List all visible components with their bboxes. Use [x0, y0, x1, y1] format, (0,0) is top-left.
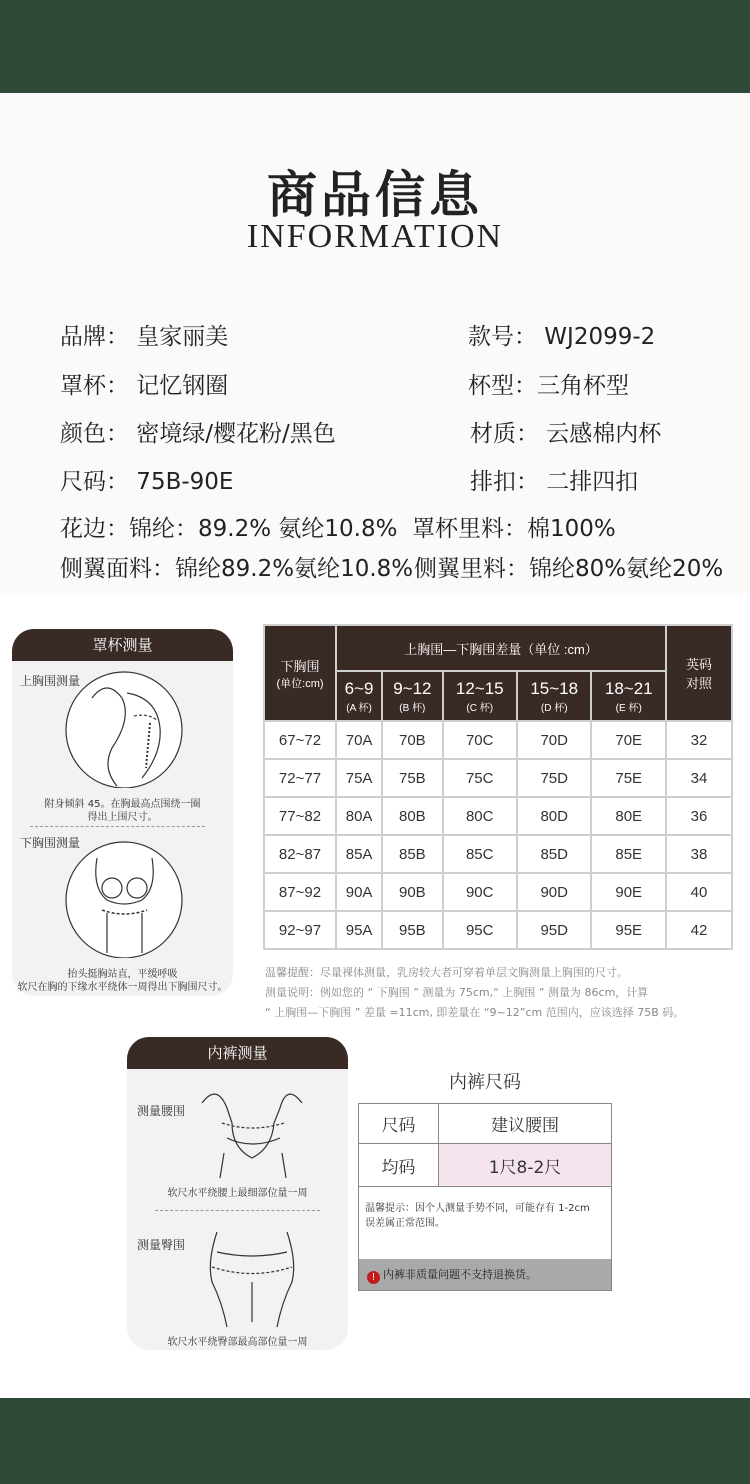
cell-uk: 38 — [666, 835, 732, 873]
cell-c: 70C — [443, 721, 517, 759]
cup-b-range: 9~12 — [393, 678, 432, 698]
attr-cup: 罩杯： 记忆钢圈 — [60, 373, 229, 399]
cell-e: 80E — [591, 797, 666, 835]
cup-col-c — [443, 671, 517, 721]
top-green-band — [0, 0, 750, 93]
attr-lace: 花边：锦纶：89.2% 氨纶10.8% — [60, 516, 398, 542]
attr-brand: 品牌： 皇家丽美 — [60, 324, 229, 350]
table-row — [264, 797, 732, 835]
cell-c: 85C — [443, 835, 517, 873]
attr-size: 尺码： 75B-90E — [60, 469, 234, 495]
table-row — [264, 759, 732, 797]
cup-d-range: 15~18 — [530, 678, 579, 698]
attr-clasp: 排扣： 二排四扣 — [470, 469, 639, 495]
note-line-2: 测量说明：例如您的 “ 下胸围 ” 测量为 75cm,“ 上胸围 ” 测量为 86cm，计算 — [265, 986, 649, 999]
cell-b: 85B — [382, 835, 442, 873]
cell-d: 75D — [517, 759, 591, 797]
cup-card-title: 罩杯测量 — [12, 629, 233, 661]
cell-under: 87~92 — [264, 873, 336, 911]
cell-d: 85D — [517, 835, 591, 873]
note-line-3: “ 上胸围—下胸围 ” 差量 =11cm, 即差量在 “9~12”cm 范围内，应该选择 75B 码。 — [265, 1006, 685, 1019]
pants-waist-value: 1尺8-2尺 — [439, 1144, 612, 1187]
cell-d: 90D — [517, 873, 591, 911]
pants-size-value: 均码 — [359, 1144, 439, 1187]
cell-e: 85E — [591, 835, 666, 873]
warning-icon: ! — [367, 1271, 380, 1284]
cup-a-label: (A 杯) — [346, 702, 372, 714]
bra-size-table — [263, 624, 733, 950]
cell-e: 95E — [591, 911, 666, 949]
pants-card-title: 内裤测量 — [127, 1037, 348, 1069]
cell-b: 70B — [382, 721, 442, 759]
waist-illustration — [192, 1078, 312, 1178]
cell-uk: 42 — [666, 911, 732, 949]
under-bust-illustration — [62, 838, 187, 958]
cup-a-range: 6~9 — [344, 678, 374, 698]
col-uk-label: 英码 — [685, 657, 712, 672]
under-bust-label: 下胸围测量 — [20, 836, 81, 850]
table-row — [264, 911, 732, 949]
attr-model: 款号： WJ2099-2 — [468, 324, 656, 350]
cup-b-label: (B 杯) — [399, 702, 426, 714]
cell-e: 70E — [591, 721, 666, 759]
pants-warning — [359, 1259, 611, 1290]
col-under-bust-label: 下胸围 — [280, 658, 320, 674]
cell-b: 95B — [382, 911, 442, 949]
cell-e: 75E — [591, 759, 666, 797]
col-uk — [666, 625, 732, 721]
cell-b: 90B — [382, 873, 442, 911]
attr-wing-lining: 侧翼里料：锦纶80%氨纶20% — [414, 556, 724, 582]
cup-c-label: (C 杯) — [466, 702, 494, 714]
pants-warning-text: 内裤非质量问题不支持退换货。 — [383, 1268, 537, 1281]
cell-a: 85A — [336, 835, 382, 873]
hip-illustration — [192, 1222, 312, 1327]
cell-a: 80A — [336, 797, 382, 835]
hip-label: 测量臀围 — [137, 1238, 186, 1252]
cell-c: 75C — [443, 759, 517, 797]
pants-size-table — [358, 1103, 612, 1187]
cell-d: 80D — [517, 797, 591, 835]
pants-tip — [365, 1201, 590, 1231]
cell-d: 95D — [517, 911, 591, 949]
waist-label: 测量腰围 — [137, 1104, 186, 1118]
cup-card-divider — [30, 826, 205, 827]
cell-under: 92~97 — [264, 911, 336, 949]
table-row — [264, 835, 732, 873]
cell-c: 95C — [443, 911, 517, 949]
page-title: 商品信息 — [267, 165, 483, 224]
col-uk-label-2: 对照 — [685, 676, 712, 691]
hip-desc: 软尺水平绕臀部最高部位量一周 — [167, 1337, 308, 1348]
attr-color: 颜色： 密境绿/樱花粉/黑色 — [60, 421, 336, 447]
cell-a: 95A — [336, 911, 382, 949]
cell-under: 67~72 — [264, 721, 336, 759]
upper-bust-desc-1: 附身倾斜 45。在胸最高点围绕一圈 — [44, 799, 201, 810]
cell-b: 75B — [382, 759, 442, 797]
cell-under: 77~82 — [264, 797, 336, 835]
cup-e-range: 18~21 — [604, 678, 653, 698]
table-row — [264, 721, 732, 759]
cell-a: 70A — [336, 721, 382, 759]
cell-c: 90C — [443, 873, 517, 911]
attr-cup-shape: 杯型：三角杯型 — [468, 373, 629, 399]
col-diff-header: 上胸围—下胸围差量（单位 :cm） — [336, 625, 666, 671]
pants-col-waist: 建议腰围 — [439, 1104, 612, 1144]
pants-size-title: 内裤尺码 — [449, 1072, 521, 1093]
cell-b: 80B — [382, 797, 442, 835]
cup-c-range: 12~15 — [455, 678, 504, 698]
cup-e-label: (E 杯) — [615, 702, 642, 714]
pants-col-size: 尺码 — [359, 1104, 439, 1144]
attr-wing-fabric: 侧翼面料：锦纶89.2%氨纶10.8% — [60, 556, 414, 582]
col-under-bust-unit: (单位:cm) — [276, 677, 324, 690]
cup-col-e — [591, 671, 666, 721]
pants-tip-line-1: 温馨提示：因个人测量手势不同，可能存有 1-2cm — [365, 1203, 590, 1214]
cell-d: 70D — [517, 721, 591, 759]
pants-tip-line-2: 误差属正常范围。 — [365, 1218, 445, 1229]
cell-a: 75A — [336, 759, 382, 797]
cell-uk: 40 — [666, 873, 732, 911]
cell-under: 82~87 — [264, 835, 336, 873]
col-under-bust — [264, 625, 336, 721]
cell-uk: 32 — [666, 721, 732, 759]
pants-card-divider — [155, 1210, 320, 1211]
upper-bust-desc-2: 得出上围尺寸。 — [87, 812, 158, 823]
under-bust-desc-1: 抬头挺胸站直，平缓呼吸 — [67, 969, 178, 980]
upper-bust-label: 上胸围测量 — [20, 674, 81, 688]
cup-col-b — [382, 671, 442, 721]
bottom-green-band — [0, 1398, 750, 1484]
note-line-1: 温馨提醒：尽量裸体测量，乳房较大者可穿着单层文胸测量上胸围的尺寸。 — [265, 966, 628, 979]
cell-uk: 34 — [666, 759, 732, 797]
upper-bust-illustration — [62, 668, 187, 788]
table-row — [264, 873, 732, 911]
cup-col-a — [336, 671, 382, 721]
cup-col-d — [517, 671, 591, 721]
page-subtitle: INFORMATION — [246, 218, 504, 255]
cell-uk: 36 — [666, 797, 732, 835]
waist-desc: 软尺水平绕腰上最细部位量一周 — [167, 1188, 308, 1199]
attr-material: 材质： 云感棉内杯 — [470, 421, 662, 447]
cell-a: 90A — [336, 873, 382, 911]
pants-note-box — [358, 1187, 612, 1291]
cell-under: 72~77 — [264, 759, 336, 797]
under-bust-desc-2: 软尺在胸的下缘水平绕体一周得出下胸围尺寸。 — [17, 982, 228, 993]
cell-c: 80C — [443, 797, 517, 835]
attr-cup-lining: 罩杯里料：棉100% — [412, 516, 616, 542]
cell-e: 90E — [591, 873, 666, 911]
cup-d-label: (D 杯) — [540, 702, 568, 714]
